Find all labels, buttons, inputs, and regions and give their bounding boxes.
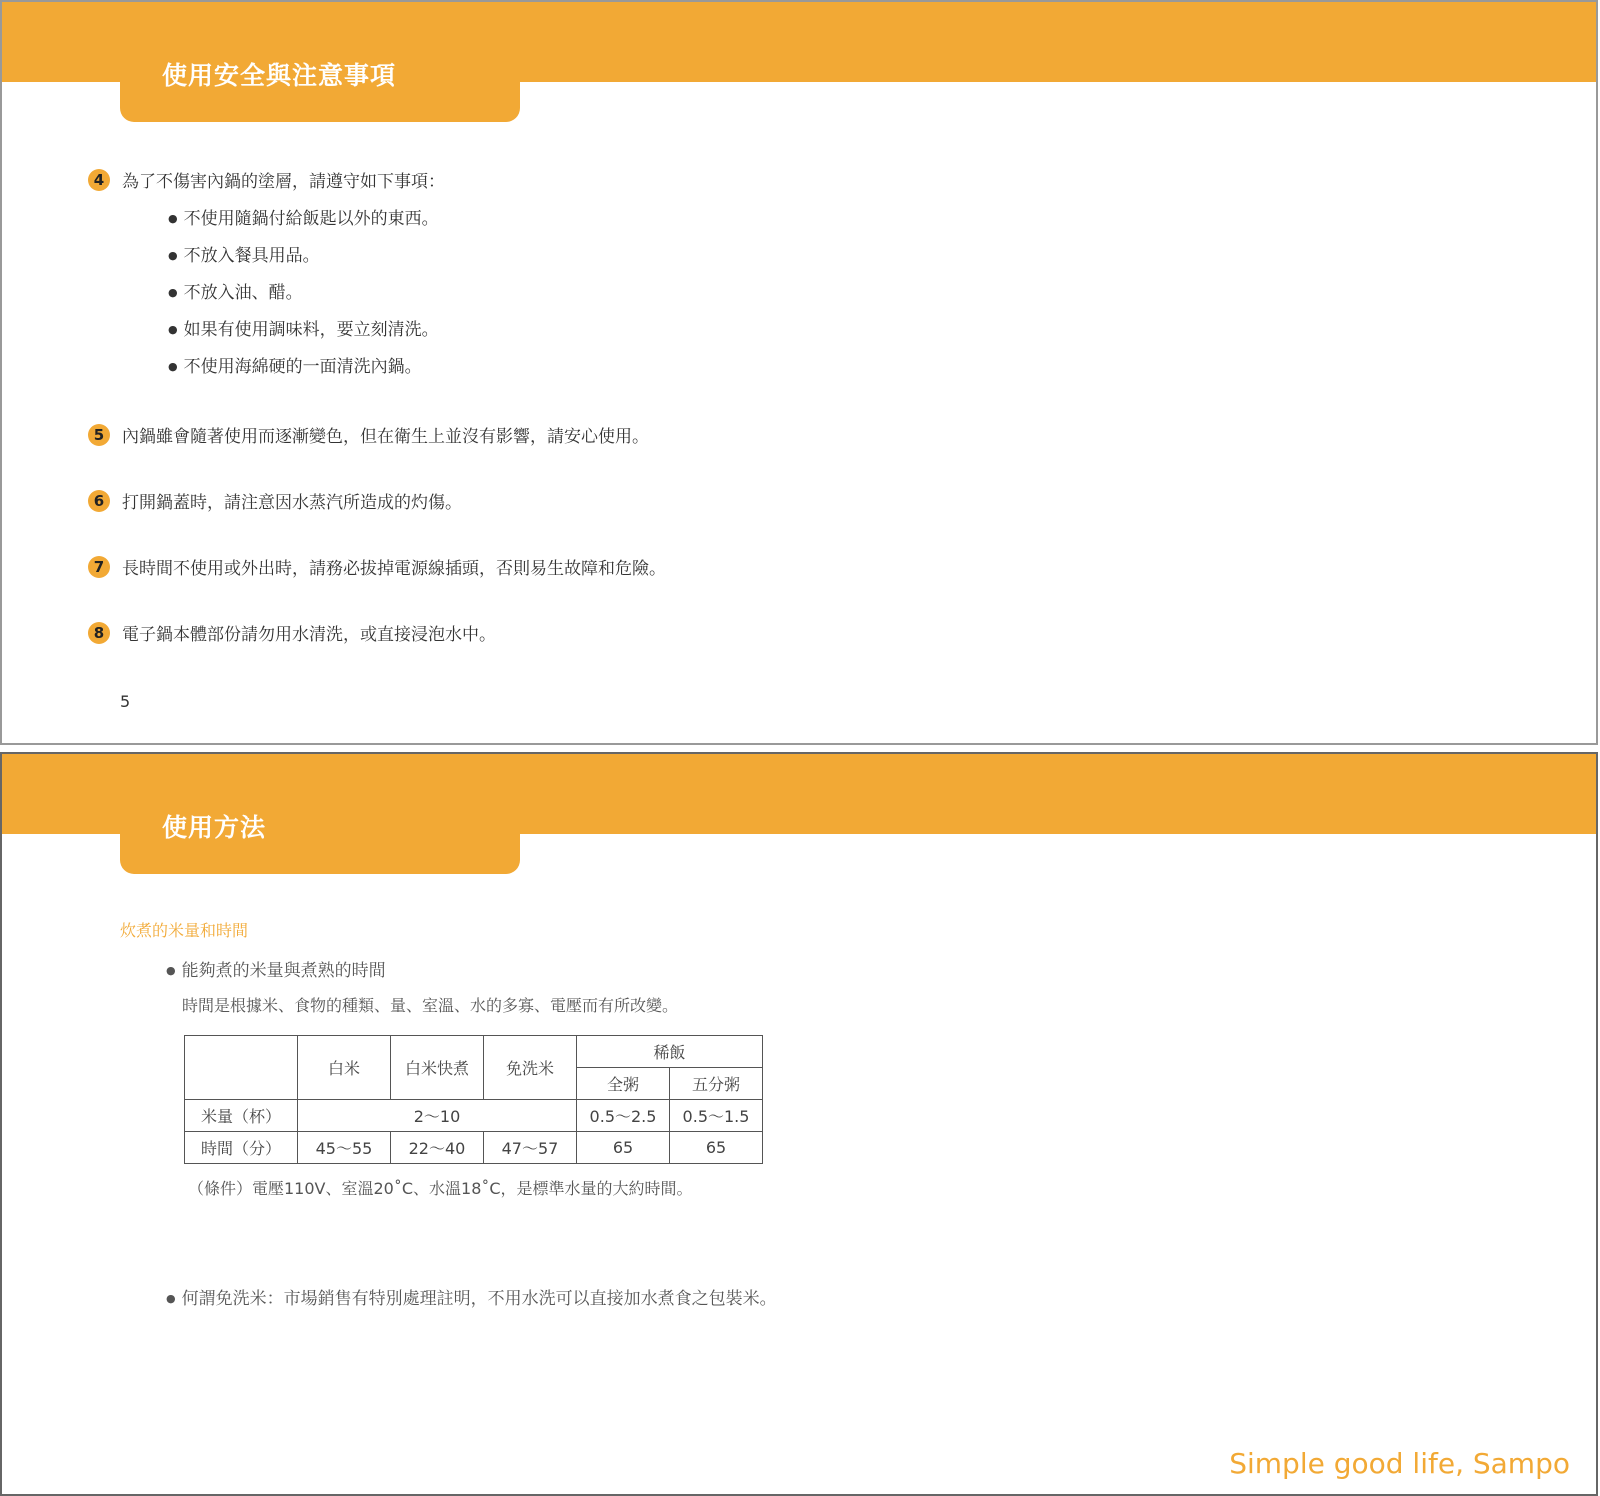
item-text: 為了不傷害內鍋的塗層，請遵守如下事項： [122,172,445,192]
note-text: 時間是根據米、食物的種類、量、室溫、水的多寡、電壓而有所改變。 [182,996,679,1015]
section-subheading: 炊煮的米量和時間 [120,921,249,940]
table-subheader: 五分粥 [670,1068,763,1100]
table-subheader: 全粥 [577,1068,670,1100]
table-header: 白米 [298,1036,391,1100]
table-header: 稀飯 [577,1036,763,1068]
item-text: 電子鍋本體部份請勿用水清洗，或直接浸泡水中。 [122,625,496,645]
table-row [185,1036,763,1068]
brand-slogan: Simple good life, Sampo [1229,1447,1570,1480]
item-text: 內鍋雖會隨著使用而逐漸變色，但在衛生上並沒有影響，請安心使用。 [122,427,649,447]
rice-cooking-table [184,1035,763,1164]
condition-note: （條件）電壓110V、室溫20˚C、水溫18˚C，是標準水量的大約時間。 [188,1179,693,1198]
safety-item-6 [88,488,462,513]
page-title: 使用安全與注意事項 [162,61,397,90]
bullet-item: ● 不放入餐具用品。 [168,241,320,266]
table-cell: 47～57 [484,1132,577,1164]
safety-item-8 [88,620,496,645]
item-text: 長時間不使用或外出時，請務必拔掉電源線插頭，否則易生故障和危險。 [122,559,666,579]
item-number-badge: 6 [88,490,110,512]
table-cell: 22～40 [391,1132,484,1164]
bullet-item: ● 如果有使用調味料，要立刻清洗。 [168,315,439,340]
manual-page-5 [0,0,1598,745]
item-number-badge: 5 [88,424,110,446]
item-text: 打開鍋蓋時，請注意因水蒸汽所造成的灼傷。 [122,493,462,513]
bullet-item: ● 不使用隨鍋付給飯匙以外的東西。 [168,204,439,229]
table-cell: 2～10 [298,1100,577,1132]
page-title: 使用方法 [162,813,267,842]
item-number-badge: 4 [88,169,110,191]
page-number: 5 [120,692,131,711]
bullet-item: ● 何謂免洗米：市場銷售有特別處理註明，不用水洗可以直接加水煮食之包裝米。 [166,1284,777,1309]
bullet-item: ● 不使用海綿硬的一面清洗內鍋。 [168,352,422,377]
item-number-badge: 8 [88,622,110,644]
table-row [185,1100,763,1132]
table-corner-cell [185,1036,298,1100]
table-row [185,1132,763,1164]
bullet-item: ● 能夠煮的米量與煮熟的時間 [166,956,386,981]
safety-item-5 [88,422,649,447]
row-label: 米量（杯） [185,1100,298,1132]
table-header: 白米快煮 [391,1036,484,1100]
table-cell: 65 [670,1132,763,1164]
bullet-item: ● 不放入油、醋。 [168,278,303,303]
safety-item-4 [88,167,445,192]
row-label: 時間（分） [185,1132,298,1164]
table-cell: 65 [577,1132,670,1164]
table-cell: 0.5～2.5 [577,1100,670,1132]
table-cell: 45～55 [298,1132,391,1164]
table-header: 免洗米 [484,1036,577,1100]
item-number-badge: 7 [88,556,110,578]
table-cell: 0.5～1.5 [670,1100,763,1132]
safety-item-7 [88,554,666,579]
